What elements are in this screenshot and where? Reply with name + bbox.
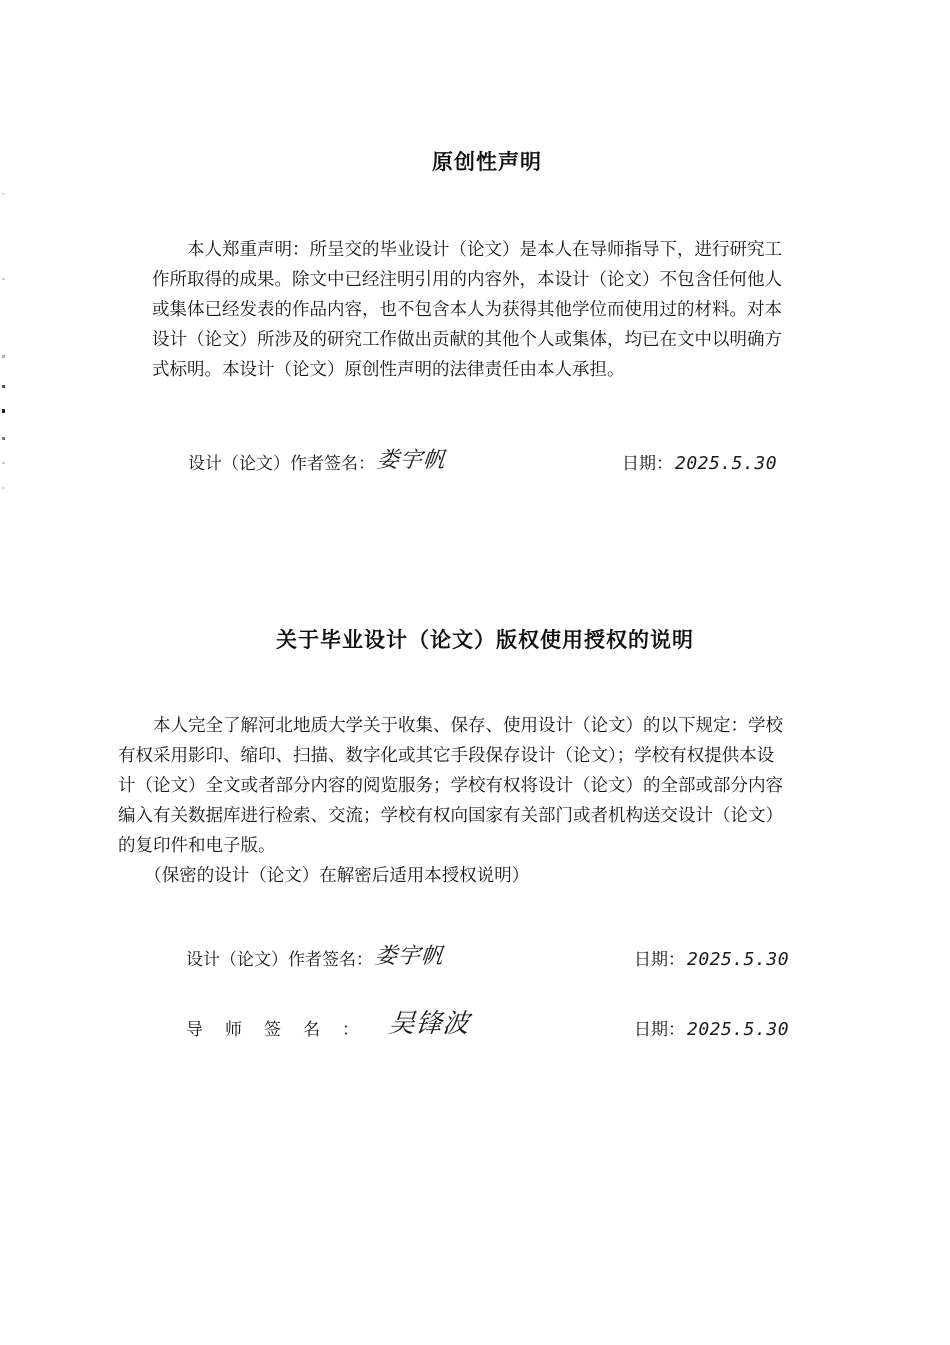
advisor-signature-label: 导师签名： (186, 1020, 381, 1040)
declaration-title: 原创性声明 (432, 150, 542, 174)
copyright-author-date-row (634, 934, 789, 970)
paragraph-line: 编入有关数据库进行检索、交流；学校有权向国家有关部门或者机构送交设计（论文） (118, 806, 783, 826)
scan-artifact (2, 409, 5, 413)
declaration-date-row (622, 438, 777, 474)
copyright-paragraph (118, 711, 853, 891)
author-signature: 娄宇帆 (373, 944, 446, 969)
date-label: 日期： (634, 950, 685, 970)
paragraph-line: 作所取得的成果。除文中已经注明引用的内容外，本设计（论文）不包含任何他人 (152, 270, 782, 290)
date-label: 日期： (634, 1020, 685, 1040)
scan-artifact (2, 487, 5, 489)
paragraph-line: 有权采用影印、缩印、扫描、数字化或其它手段保存设计（论文）；学校有权提供本设 (118, 746, 775, 766)
scan-artifact (2, 193, 5, 195)
paragraph-line: 的复印件和电子版。 (118, 836, 276, 856)
paragraph-line: （保密的设计（论文）在解密后适用本授权说明） (118, 866, 530, 886)
author-signature-label: 设计（论文）作者签名： (186, 950, 373, 970)
author-signature-label: 设计（论文）作者签名： (188, 454, 375, 474)
advisor-date-row (634, 1004, 789, 1040)
paragraph-line: 或集体已经发表的作品内容，也不包含本人为获得其他学位而使用过的材料。对本 (152, 300, 782, 320)
signature-date: 2025.5.30 (687, 949, 790, 970)
signature-date: 2025.5.30 (687, 1019, 790, 1040)
scan-artifact (2, 437, 5, 440)
paragraph-line: 本人郑重声明：所呈交的毕业设计（论文）是本人在导师指导下，进行研究工 (152, 240, 782, 260)
copyright-author-signature-row (186, 934, 444, 970)
copyright-title: 关于毕业设计（论文）版权使用授权的说明 (276, 628, 694, 652)
paragraph-line: 本人完全了解河北地质大学关于收集、保存、使用设计（论文）的以下规定：学校 (118, 716, 783, 736)
scan-artifact (2, 355, 5, 358)
declaration-paragraph (152, 235, 857, 385)
paragraph-line: 式标明。本设计（论文）原创性声明的法律责任由本人承担。 (152, 360, 625, 380)
scan-artifact (2, 462, 5, 464)
signature-date: 2025.5.30 (675, 453, 778, 474)
paragraph-line: 计（论文）全文或者部分内容的阅览服务；学校有权将设计（论文）的全部或部分内容 (118, 776, 783, 796)
paragraph-line: 设计（论文）所涉及的研究工作做出贡献的其他个人或集体，均已在文中以明确方 (152, 330, 782, 350)
scan-artifact (2, 278, 5, 280)
author-signature: 娄宇帆 (375, 448, 448, 473)
advisor-signature: 吴锋波 (387, 1009, 472, 1039)
advisor-signature-row (186, 1004, 470, 1040)
declaration-author-signature-row (188, 438, 446, 474)
date-label: 日期： (622, 454, 673, 474)
scan-artifact (2, 385, 5, 388)
